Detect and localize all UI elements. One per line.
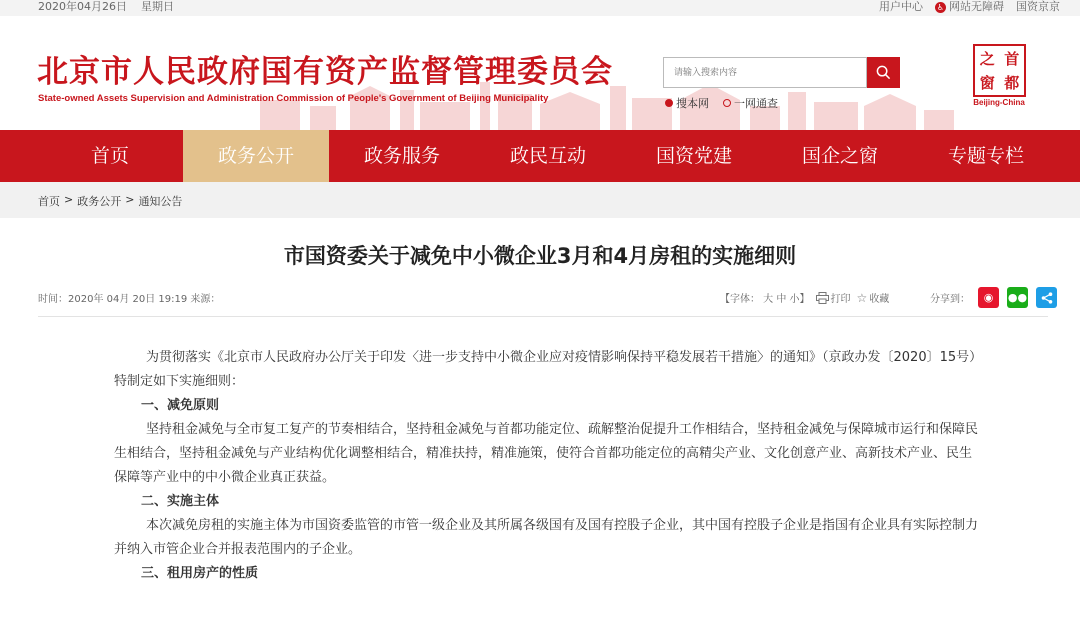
search-button[interactable]: [867, 57, 900, 88]
share-bar: [930, 287, 1057, 308]
user-center-link[interactable]: 用户中心: [879, 0, 923, 13]
article-section-heading: 二、实施主体: [141, 494, 220, 509]
weibo-icon: ◉: [983, 291, 994, 304]
capital-window-logo[interactable]: [973, 44, 1026, 97]
radio-selected-icon: [665, 99, 673, 107]
search-scope-site[interactable]: [665, 95, 709, 111]
article-title: 市国资委关于减免中小微企业3月和4月房租的实施细则: [283, 244, 797, 268]
nav-item-home[interactable]: 首页: [90, 145, 129, 167]
search-scope-options: [665, 95, 778, 111]
search-scope-all-label: 一网通查: [734, 97, 778, 110]
nav-item-gov-service[interactable]: 政务服务: [363, 145, 440, 167]
site-title-cn[interactable]: 北京市人民政府国有资产监督管理委员会: [37, 54, 613, 90]
search-icon: [876, 65, 891, 80]
share-more-button[interactable]: [1036, 287, 1057, 308]
logo-char-2: 首: [1004, 49, 1020, 68]
breadcrumb-separator: >: [64, 193, 74, 206]
share-weibo-button[interactable]: [978, 287, 999, 308]
logo-char-1: 之: [979, 49, 995, 68]
nav-item-special[interactable]: 专题专栏: [947, 145, 1024, 167]
top-utility-bar: [0, 0, 1080, 16]
main-nav: [0, 130, 1080, 182]
article-tools: [720, 290, 889, 305]
date-display: [38, 0, 174, 14]
favorite-label: 收藏: [869, 294, 890, 305]
radio-unselected-icon: [723, 99, 731, 107]
share-label: 分享到：: [930, 294, 970, 305]
search-box: [663, 57, 867, 88]
article-paragraph: 坚持租金减免与全市复工复产的节奏相结合，坚持租金减免与首都功能定位、疏解整治促提升工作相结合，坚持租金减免与保障城市运行和保障民生相结合，坚持租金减免与产业结构优化调整相结合，精准扶持，精准施策，使符合首都功能定位的高精尖产业、文化创意产业、高新技术产业、民生保障等产业中的中小微企业真正获益。: [114, 422, 979, 485]
nav-item-enterprise[interactable]: 国企之窗: [801, 145, 878, 167]
favorite-button[interactable]: [857, 290, 890, 305]
nav-item-gov-info[interactable]: 政务公开: [183, 130, 329, 182]
article-section-heading: 一、减免原则: [141, 398, 220, 413]
site-title-en: State-owned Assets Supervision and Administration Commission of People's Government of Beijing Municipality: [38, 93, 549, 104]
breadcrumb-separator: >: [125, 193, 135, 206]
print-label: 打印: [830, 294, 851, 305]
accessibility-link[interactable]: [935, 0, 1004, 14]
share-wechat-button[interactable]: [1007, 287, 1028, 308]
print-button[interactable]: [816, 290, 851, 305]
search-scope-site-label: 搜本网: [676, 97, 709, 110]
article-meta: 时间：2020年 04月 20日 19:19 来源：: [38, 294, 221, 305]
breadcrumb: [0, 182, 1080, 218]
nav-item-party[interactable]: 国资党建: [655, 145, 732, 167]
accessibility-icon: ♿: [936, 2, 945, 12]
breadcrumb-notices[interactable]: 通知公告: [138, 195, 183, 208]
article-section-heading: 三、租用房产的性质: [141, 566, 259, 581]
article-paragraph: 为贯彻落实《北京市人民政府办公厅关于印发〈进一步支持中小微企业应对疫情影响保持平稳发展若干措施〉的通知》（京政办发〔2020〕15号）特制定如下实施细则：: [114, 350, 976, 389]
meta-divider: [38, 316, 1048, 317]
breadcrumb-gov-info[interactable]: 政务公开: [77, 195, 122, 208]
gov-link[interactable]: 国资京京: [1016, 0, 1060, 13]
search-input[interactable]: [664, 58, 866, 87]
printer-icon: [816, 292, 829, 304]
site-header: [0, 16, 1080, 130]
logo-char-4: 都: [1004, 74, 1020, 93]
breadcrumb-home[interactable]: 首页: [38, 195, 60, 208]
search-scope-all[interactable]: [723, 95, 778, 111]
logo-char-3: 窗: [979, 74, 995, 93]
article-body: [114, 346, 978, 586]
logo-subtitle: Beijing-China: [973, 98, 1025, 107]
share-icon: [1041, 292, 1053, 304]
font-size-control[interactable]: 【字体： 大 中 小】: [720, 294, 810, 305]
star-icon: ☆: [856, 290, 868, 305]
article-paragraph: 本次减免房租的实施主体为市国资委监管的市管一级企业及其所属各级国有及国有控股子企业，其中国有控股子企业是指国有企业具有实际控制力并纳入市管企业合并报表范围内的子企业。: [114, 518, 979, 557]
accessibility-label: 网站无障碍: [949, 0, 1004, 13]
top-links: [879, 0, 1060, 14]
wechat-icon: ●●: [1007, 291, 1028, 304]
current-weekday: 星期日: [141, 0, 174, 13]
current-date: 2020年04月26日: [38, 0, 127, 13]
nav-item-interaction[interactable]: 政民互动: [509, 145, 586, 167]
